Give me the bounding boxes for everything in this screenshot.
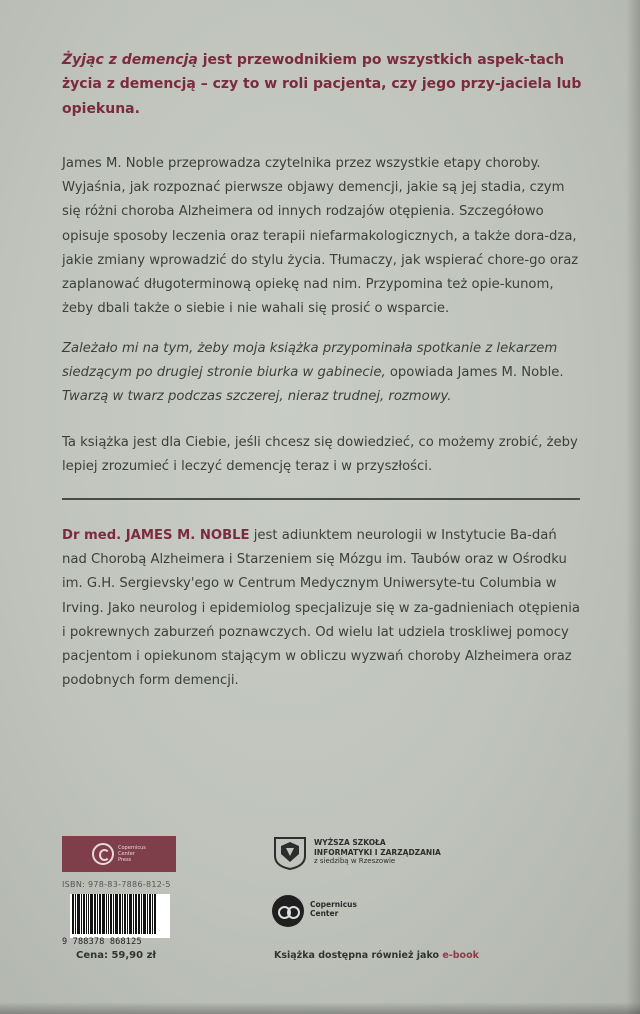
- copernicus-press-badge: [62, 836, 176, 872]
- ebook-highlight: e-book: [442, 950, 479, 961]
- cover-bottom-shadow: [0, 1002, 640, 1014]
- book-title: Żyjąc z demencją: [62, 52, 198, 68]
- section-divider: [62, 498, 580, 500]
- quote-part-1: Zależało mi na tym, żeby moja książka przypominała spotkanie z lekarzem siedzącym po drugiej stronie biurka w gabinecie,: [62, 341, 558, 381]
- author-bio-text: jest adiunktem neurologii w Instytucie Ba-dań nad Chorobą Alzheimera i Starzeniem się Mózgu im. Taubów oraz w Ośrodku im. G.H. Sergievsky'ego w Centrum Medycznym Uniwersyte-tu Columbia w Irving. Jako neurolog i epidemiolog specjalizuje się w za-gadnieniach otępienia i pokrewnych zaburzeń poznawczych. Od wielu lat udziela troskliwej pomocy pacjentom i opiekunom stającym w obliczu wyzwań choroby Alzheimera oraz podobnych form demencji.: [62, 528, 580, 689]
- closing-paragraph: Ta książka jest dla Ciebie, jeśli chcesz się dowiedzieć, co możemy zrobić, żeby lepiej zrozumieć i leczyć demencję teraz i w przyszłości.: [62, 435, 578, 475]
- price: Cena: 59,90 zł: [76, 950, 157, 961]
- copernicus-logo-icon: [92, 843, 114, 865]
- quote-attribution: opowiada James M. Noble.: [385, 365, 564, 381]
- ebook-note: Książka dostępna również jako e-book: [274, 950, 479, 961]
- cover-edge-shadow: [626, 0, 640, 1014]
- copernicus-press-label: Copernicus Center Press: [118, 845, 146, 863]
- isbn-text: ISBN: 978-83-7886-812-5: [62, 880, 171, 889]
- description-paragraph: James M. Noble przeprowadza czytelnika przez wszystkie etapy choroby. Wyjaśnia, jak rozpoznać pierwsze objawy demencji, jakie są jej stadia, czym się różni choroba Alzheimera od innych rodzajów otępienia. Szczegółowo opisuje sposoby leczenia oraz terapii niefarmakologicznych, a także dora-dza, jakie zmiany wprowadzić do stylu życia. Tłumaczy, jak wspierać chore-go oraz zaplanować długoterminową opiekę nad nim. Przypomina też opie-kunom, żeby dbali także o siebie i nie wahali się prosić o wsparcie.: [62, 156, 579, 317]
- wsiz-crest-icon: [272, 836, 308, 870]
- copernicus-center-name: Copernicus Center: [310, 900, 357, 918]
- lead-paragraph: [62, 48, 582, 121]
- quote-part-2: Twarzą w twarz podczas szczerej, nieraz trudnej, rozmowy.: [62, 389, 452, 405]
- barcode: [70, 894, 170, 938]
- copernicus-center-logo-icon: [272, 895, 304, 927]
- author-quote-paragraph: [62, 337, 582, 410]
- barcode-number: 9 788378 868125: [62, 937, 142, 947]
- author-name: Dr med. JAMES M. NOBLE: [62, 528, 250, 543]
- author-bio: [62, 524, 582, 693]
- wsiz-name: WYŻSZA SZKOŁA INFORMATYKI I ZARZĄDZANIA z siedzibą w Rzeszowie: [314, 838, 441, 865]
- lead-text: jest przewodnikiem po wszystkich aspek-tach życia z demencją – czy to w roli pacjenta, czy jego przy-jaciela lub opiekuna.: [62, 52, 582, 117]
